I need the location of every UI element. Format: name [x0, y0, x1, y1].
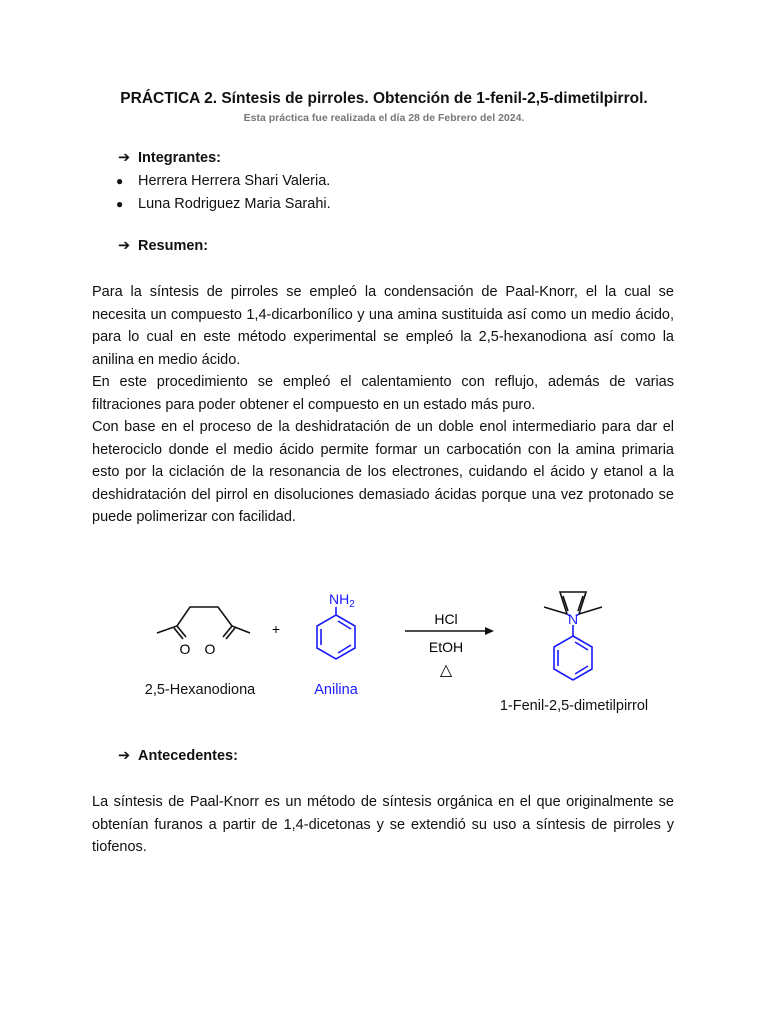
reaction-scheme: [0, 570, 768, 720]
reaction-arrowhead: [485, 627, 494, 635]
resumen-paragraph-2: En este procedimiento se empleó el calentamiento con reflujo, además de varias filtraciones para poder obtener el compuesto en un estado más puro.: [92, 374, 674, 413]
aniline-structure: [317, 607, 355, 659]
antecedentes-paragraph: La síntesis de Paal-Knorr es un método de síntesis orgánica en el que originalmente se obtenían furanos a partir de 1,4-dicetonas y se extendió su uso a síntesis de pirroles y tiofenos.: [92, 794, 674, 855]
resumen-heading: ➔ Resumen:: [118, 238, 209, 254]
resumen-paragraph-1: Para la síntesis de pirroles se empleó la condensación de Paal-Knorr, el la cual se necesita un compuesto 1,4-dicarbonílico y una amina sustituida así como un medio ácido, para lo cual en este método experimental se empleó la 2,5-hexanodiona así como la anilina en medio ácido.: [92, 284, 674, 368]
resumen-text: [92, 281, 674, 529]
heat-icon: △: [439, 660, 453, 679]
oxygen-atom: O: [204, 641, 216, 657]
list-item: ● Luna Rodriguez Maria Sarahi.: [116, 196, 331, 212]
reactant2-label: Anilina: [314, 682, 358, 698]
bullet-dot-icon: ●: [116, 197, 124, 211]
integrantes-heading: ➔ Integrantes:: [118, 150, 221, 166]
arrow-right-icon: ➔: [118, 748, 131, 764]
product-label: 1-Fenil-2,5-dimetilpirrol: [499, 698, 649, 714]
reagent-etoh: EtOH: [428, 639, 464, 655]
reactant1-label: 2,5-Hexanodiona: [144, 682, 256, 698]
amine-group: $NH_2$: [329, 591, 355, 610]
reagent-hcl: HCl: [434, 611, 458, 627]
plus-sign: +: [271, 621, 281, 637]
resumen-paragraph-3: Con base en el proceso de la deshidratación de un doble enol intermediario para dar el heterociclo donde el medio ácido permite formar un carbocatión con la amina primaria esto por la ciclación de la resonancia de los electrones, cuidando el ácido y etanol a la deshidratación del pirrol en disoluciones demasiado ácidas porque una vez protonado se puede polimerizar con facilidad.: [92, 419, 674, 525]
arrow-right-icon: ➔: [118, 238, 131, 254]
antecedentes-heading: ➔ Antecedentes:: [118, 748, 238, 764]
oxygen-atom: O: [179, 641, 191, 657]
hexanodiona-structure: [157, 607, 250, 639]
antecedentes-text: [92, 791, 674, 859]
page-subtitle: Esta práctica fue realizada el día 28 de Febrero del 2024.: [243, 112, 525, 124]
arrow-right-icon: ➔: [118, 150, 131, 166]
page-title: PRÁCTICA 2. Síntesis de pirroles. Obtención de 1-fenil-2,5-dimetilpirrol.: [120, 90, 648, 107]
nitrogen-atom: N: [567, 611, 579, 627]
list-item: ● Herrera Herrera Shari Valeria.: [116, 173, 331, 189]
bullet-dot-icon: ●: [116, 174, 124, 188]
